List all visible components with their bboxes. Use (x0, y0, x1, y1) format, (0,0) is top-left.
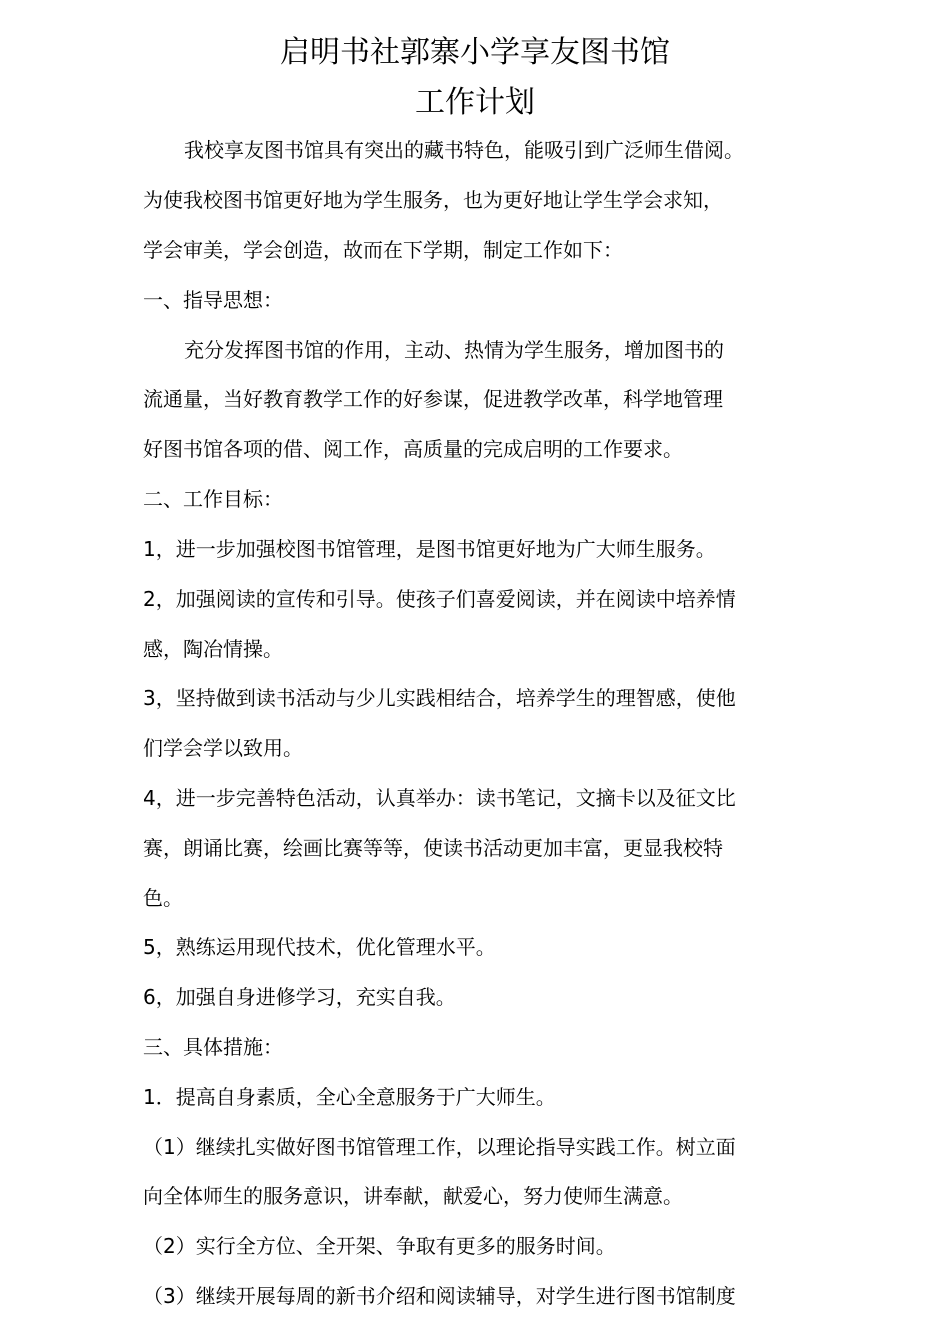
list-item: 5，熟练运用现代技术，优化管理水平。 (143, 935, 496, 959)
list-item: 6，加强自身进修学习，充实自我。 (143, 985, 456, 1009)
list-item: 1，进一步加强校图书馆管理，是图书馆更好地为广大师生服务。 (143, 537, 716, 561)
paragraph-line: 充分发挥图书馆的作用，主动、热情为学生服务，增加图书的 (184, 338, 724, 362)
list-item: （1）继续扎实做好图书馆管理工作，以理论指导实践工作。树立面 (143, 1135, 736, 1159)
list-item: 3，坚持做到读书活动与少儿实践相结合，培养学生的理智感，使他 (143, 686, 736, 710)
paragraph-line: 流通量，当好教育教学工作的好参谋，促进教学改革，科学地管理 (143, 387, 723, 411)
list-item: （2）实行全方位、全开架、争取有更多的服务时间。 (143, 1234, 616, 1258)
paragraph-line: 为使我校图书馆更好地为学生服务，也为更好地让学生学会求知， (143, 188, 723, 212)
list-item: 2，加强阅读的宣传和引导。使孩子们喜爱阅读，并在阅读中培养情 (143, 587, 736, 611)
section-heading: 一、指导思想： (143, 288, 283, 312)
paragraph-line: 学会审美，学会创造，故而在下学期，制定工作如下： (143, 238, 623, 262)
paragraph-line: 我校享友图书馆具有突出的藏书特色，能吸引到广泛师生借阅。 (184, 138, 744, 162)
section-heading: 二、工作目标： (143, 487, 283, 511)
list-item: 1．提高自身素质，全心全意服务于广大师生。 (143, 1085, 556, 1109)
list-item: 色。 (143, 886, 183, 910)
list-item: 赛，朗诵比赛，绘画比赛等等，使读书活动更加丰富，更显我校特 (143, 836, 723, 860)
list-item: 4，进一步完善特色活动，认真举办：读书笔记，文摘卡以及征文比 (143, 786, 736, 810)
document-title: 启明书社郭寨小学享友图书馆 (280, 35, 670, 70)
list-item: （3）继续开展每周的新书介绍和阅读辅导，对学生进行图书馆制度 (143, 1284, 736, 1308)
list-item: 们学会学以致用。 (143, 736, 303, 760)
list-item: 向全体师生的服务意识，讲奉献，献爱心，努力使师生满意。 (143, 1184, 683, 1208)
list-item: 感，陶冶情操。 (143, 637, 283, 661)
paragraph-line: 好图书馆各项的借、阅工作，高质量的完成启明的工作要求。 (143, 437, 683, 461)
document-subtitle: 工作计划 (415, 85, 535, 120)
section-heading: 三、具体措施： (143, 1035, 283, 1059)
